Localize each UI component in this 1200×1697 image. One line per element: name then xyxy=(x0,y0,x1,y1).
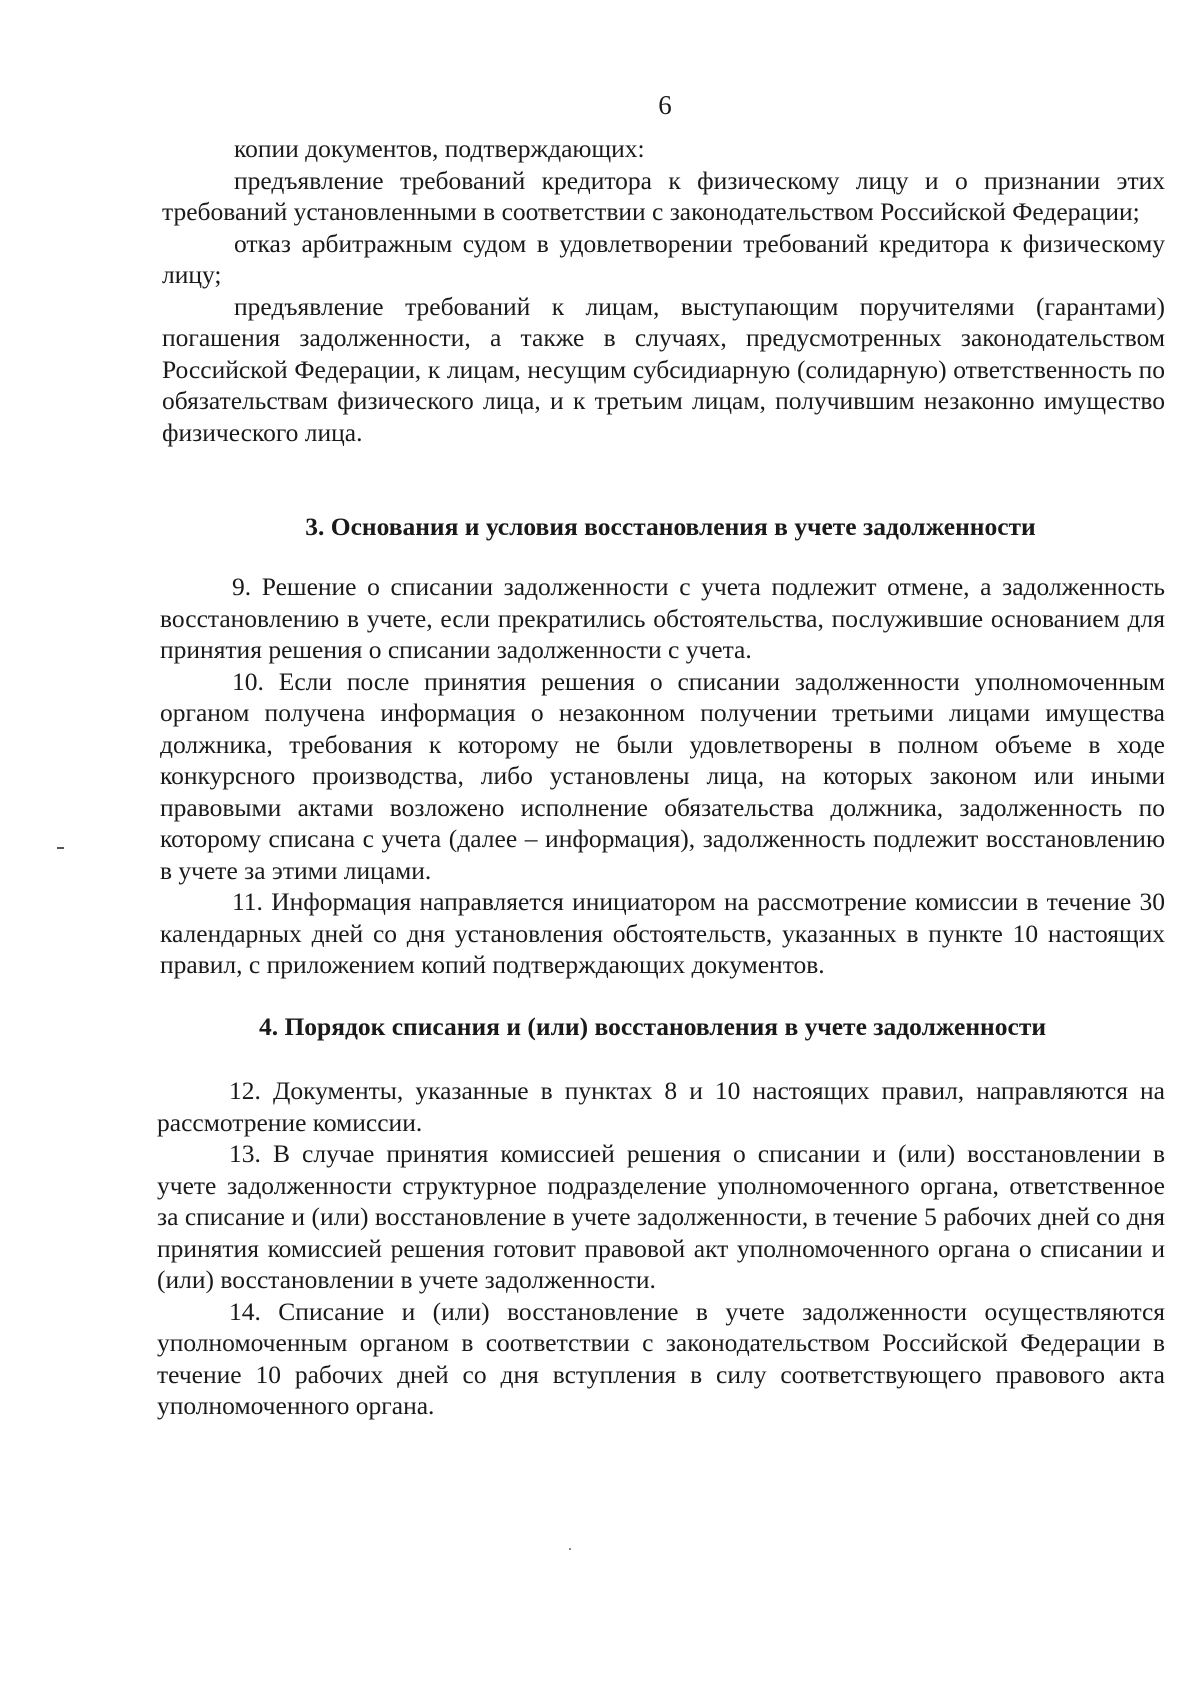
paragraph-10: 10. Если после принятия решения о списании задолженности уполномоченным органом получена информация о незаконном получении третьими лицами имущества должника, требования к которому не были удовлетворены в полном объеме в ходе конкурсного производства, либо установлены лица, на которых законом или иными правовыми актами возложено исполнение обязательства должника, задолженность по которому списана с учета (далее – информация), задолженность подлежит восстановлению в учете за этими лицами. xyxy=(160,666,1165,885)
page-number: 6 xyxy=(658,90,672,120)
scan-artifact-dot xyxy=(569,1548,571,1550)
paragraph: отказ арбитражным судом в удовлетворении требований кредитора к физическому лицу; xyxy=(162,228,1165,289)
section-4-text xyxy=(157,1075,1165,1422)
paragraph-13: 13. В случае принятия комиссией решения о списании и (или) восстановлении в учете задолженности структурное подразделение уполномоченного органа, ответственное за списание и (или) восстановление в учете задолженности, в течение 5 рабочих дней со дня принятия комиссией решения готовит правовой акт уполномоченного органа о списании и (или) восстановлении в учете задолженности. xyxy=(157,1139,1165,1294)
paragraph-12: 12. Документы, указанные в пунктах 8 и 10 настоящих правил, направляются на рассмотрение комиссии. xyxy=(157,1076,1165,1137)
paragraph-9: 9. Решение о списании задолженности с учета подлежит отмене, а задолженность восстановлению в учете, если прекратились обстоятельства, послужившие основанием для принятия решения о списании задолженности с учета. xyxy=(160,572,1165,664)
paragraph-14: 14. Списание и (или) восстановление в учете задолженности осуществляются уполномоченным органом в соответствии с законодательством Российской Федерации в течение 10 рабочих дней со дня вступления в силу соответствующего правового акта уполномоченного органа. xyxy=(157,1296,1165,1420)
paragraph: предъявление требований кредитора к физическому лицу и о признании этих требований установленными в соответствии с законодательством Российской Федерации; xyxy=(162,165,1165,226)
section-3-heading: 3. Основания и условия восстановления в учете задолженности xyxy=(305,512,1036,541)
section-3-text xyxy=(160,571,1165,981)
section-4-heading: 4. Порядок списания и (или) восстановления в учете задолженности xyxy=(258,1012,1047,1041)
intro-text xyxy=(162,133,1165,448)
paragraph-11: 11. Информация направляется инициатором на рассмотрение комиссии в течение 30 календарных дней со дня установления обстоятельств, указанных в пункте 10 настоящих правил, с приложением копий подтверждающих документов. xyxy=(160,887,1165,979)
paragraph: копии документов, подтверждающих: xyxy=(234,134,645,163)
scan-artifact-mark xyxy=(57,847,64,849)
paragraph: предъявление требований к лицам, выступающим поручителями (гарантами) погашения задолженности, а также в случаях, предусмотренных законодательством Российской Федерации, к лицам, несущим субсидиарную (солидарную) ответственность по обязательствам физического лица, и к третьим лицам, получившим незаконно имущество физического лица. xyxy=(162,291,1165,447)
